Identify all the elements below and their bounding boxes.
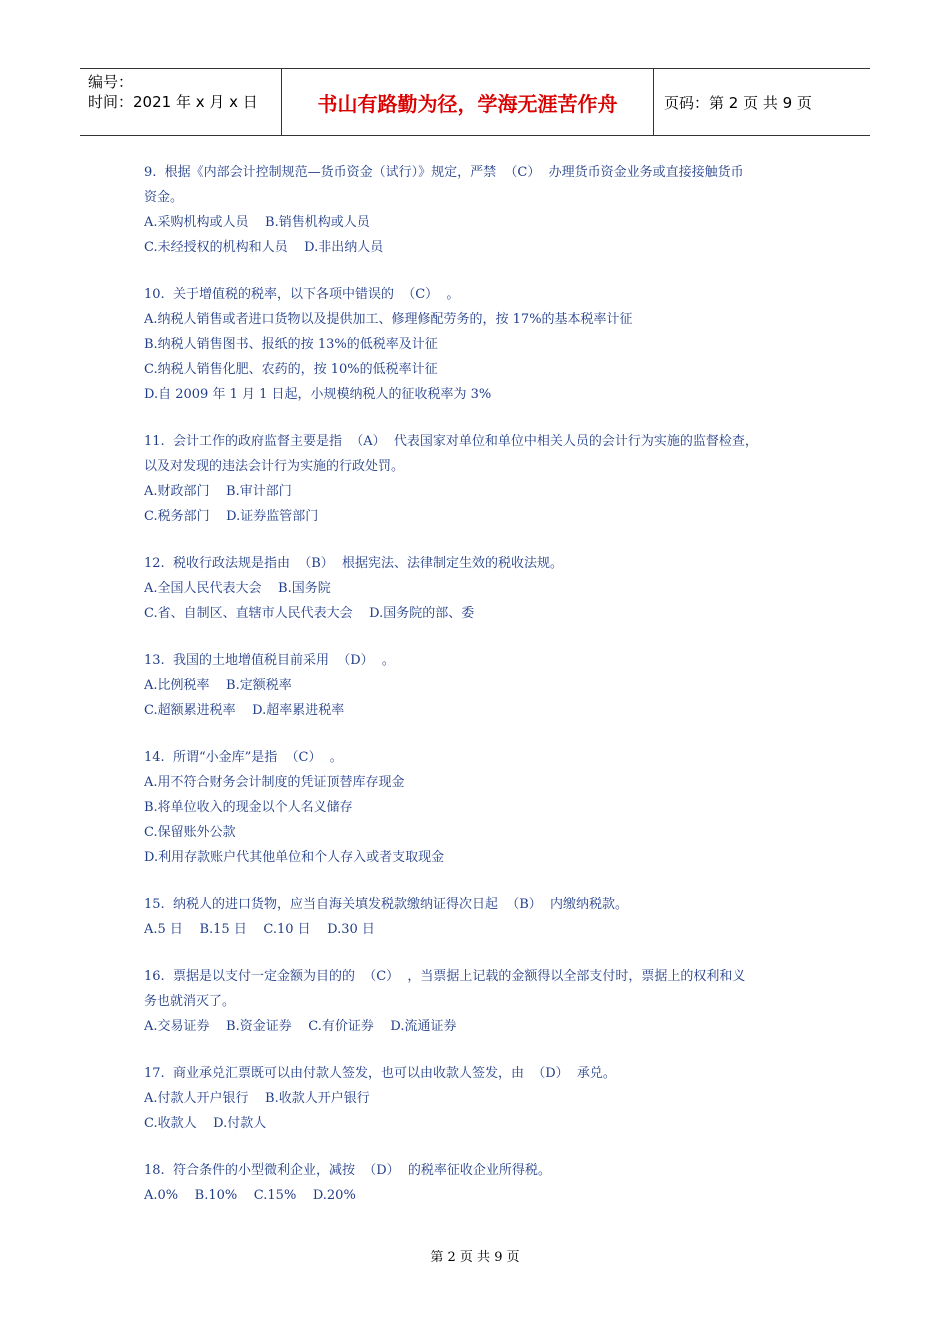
question-item	[144, 1061, 824, 1136]
question-text: 10. 关于增值税的税率，以下各项中错误的 （C） 。	[144, 287, 460, 302]
question-item	[144, 429, 824, 529]
question-line: A.用不符合财务会计制度的凭证顶替库存现金	[144, 775, 405, 790]
question-line: C.税务部门 D.证券监管部门	[144, 509, 319, 524]
question-item	[144, 892, 824, 942]
question-line: C.未经授权的机构和人员 D.非出纳人员	[144, 240, 384, 255]
question-text: 18. 符合条件的小型微利企业，减按 （D） 的税率征收企业所得税。	[144, 1163, 551, 1178]
question-text: 11. 会计工作的政府监督主要是指 （A） 代表国家对单位和单位中相关人员的会计行为实施的监督检查，	[144, 434, 758, 449]
question-text: 15. 纳税人的进口货物，应当自海关填发税款缴纳证得次日起 （B） 内缴纳税款。	[144, 897, 629, 912]
question-item	[144, 745, 824, 870]
question-item	[144, 964, 824, 1039]
question-text: 9. 根据《内部会计控制规范—货币资金（试行）》规定，严禁 （C） 办理货币资金业务或直接接触货币	[144, 165, 744, 180]
header-page-info: 页码：第 2 页 共 9 页	[664, 93, 812, 112]
question-item	[144, 282, 824, 407]
question-line: A.交易证券 B.资金证券 C.有价证券 D.流通证券	[144, 1019, 457, 1034]
question-text: 14. 所谓“小金库”是指 （C） 。	[144, 750, 343, 765]
date-label: 时间：2021 年 x 月 x 日	[88, 93, 258, 111]
question-line: C.纳税人销售化肥、农药的，按 10%的低税率计征	[144, 362, 438, 377]
question-list	[144, 160, 824, 1230]
number-label: 编号：	[88, 73, 134, 91]
question-line: B.纳税人销售图书、报纸的按 13%的低税率及计征	[144, 337, 438, 352]
question-text: 17. 商业承兑汇票既可以由付款人签发，也可以由收款人签发，由 （D） 承兑。	[144, 1066, 616, 1081]
question-line: 以及对发现的违法会计行为实施的行政处罚。	[144, 459, 405, 474]
page-footer: 第 2 页 共 9 页	[430, 1250, 520, 1265]
question-text: 13. 我国的土地增值税目前采用 （D） 。	[144, 653, 395, 668]
question-text: 12. 税收行政法规是指由 （B） 根据宪法、法律制定生效的税收法规。	[144, 556, 564, 571]
question-line: B.将单位收入的现金以个人名义储存	[144, 800, 353, 815]
header-meta	[80, 69, 282, 135]
question-item	[144, 160, 824, 260]
question-text: 16. 票据是以支付一定金额为目的的 （C） ，当票据上记载的金额得以全部支付时，票据上的权利和义	[144, 969, 746, 984]
question-line: 资金。	[144, 190, 184, 205]
question-line: A.财政部门 B.审计部门	[144, 484, 292, 499]
question-line: C.收款人 D.付款人	[144, 1116, 267, 1131]
question-line: A.0% B.10% C.15% D.20%	[144, 1188, 356, 1203]
question-line: A.5 日 B.15 日 C.10 日 D.30 日	[144, 922, 375, 937]
question-line: A.纳税人销售或者进口货物以及提供加工、修理修配劳务的，按 17%的基本税率计征	[144, 312, 633, 327]
header-motto: 书山有路勤为径，学海无涯苦作舟	[282, 69, 654, 135]
question-item	[144, 1158, 824, 1208]
question-item	[144, 648, 824, 723]
question-item	[144, 551, 824, 626]
question-line: C.省、自制区、直辖市人民代表大会 D.国务院的部、委	[144, 606, 475, 621]
question-line: C.超额累进税率 D.超率累进税率	[144, 703, 345, 718]
question-line: C.保留账外公款	[144, 825, 236, 840]
question-line: D.自 2009 年 1 月 1 日起，小规模纳税人的征收税率为 3%	[144, 387, 492, 402]
question-line: A.比例税率 B.定额税率	[144, 678, 292, 693]
question-line: A.全国人民代表大会 B.国务院	[144, 581, 331, 596]
question-line: D.利用存款账户代其他单位和个人存入或者支取现金	[144, 850, 445, 865]
page-header	[80, 68, 870, 136]
question-line: A.付款人开户银行 B.收款人开户银行	[144, 1091, 370, 1106]
question-line: A.采购机构或人员 B.销售机构或人员	[144, 215, 370, 230]
question-line: 务也就消灭了。	[144, 994, 236, 1009]
